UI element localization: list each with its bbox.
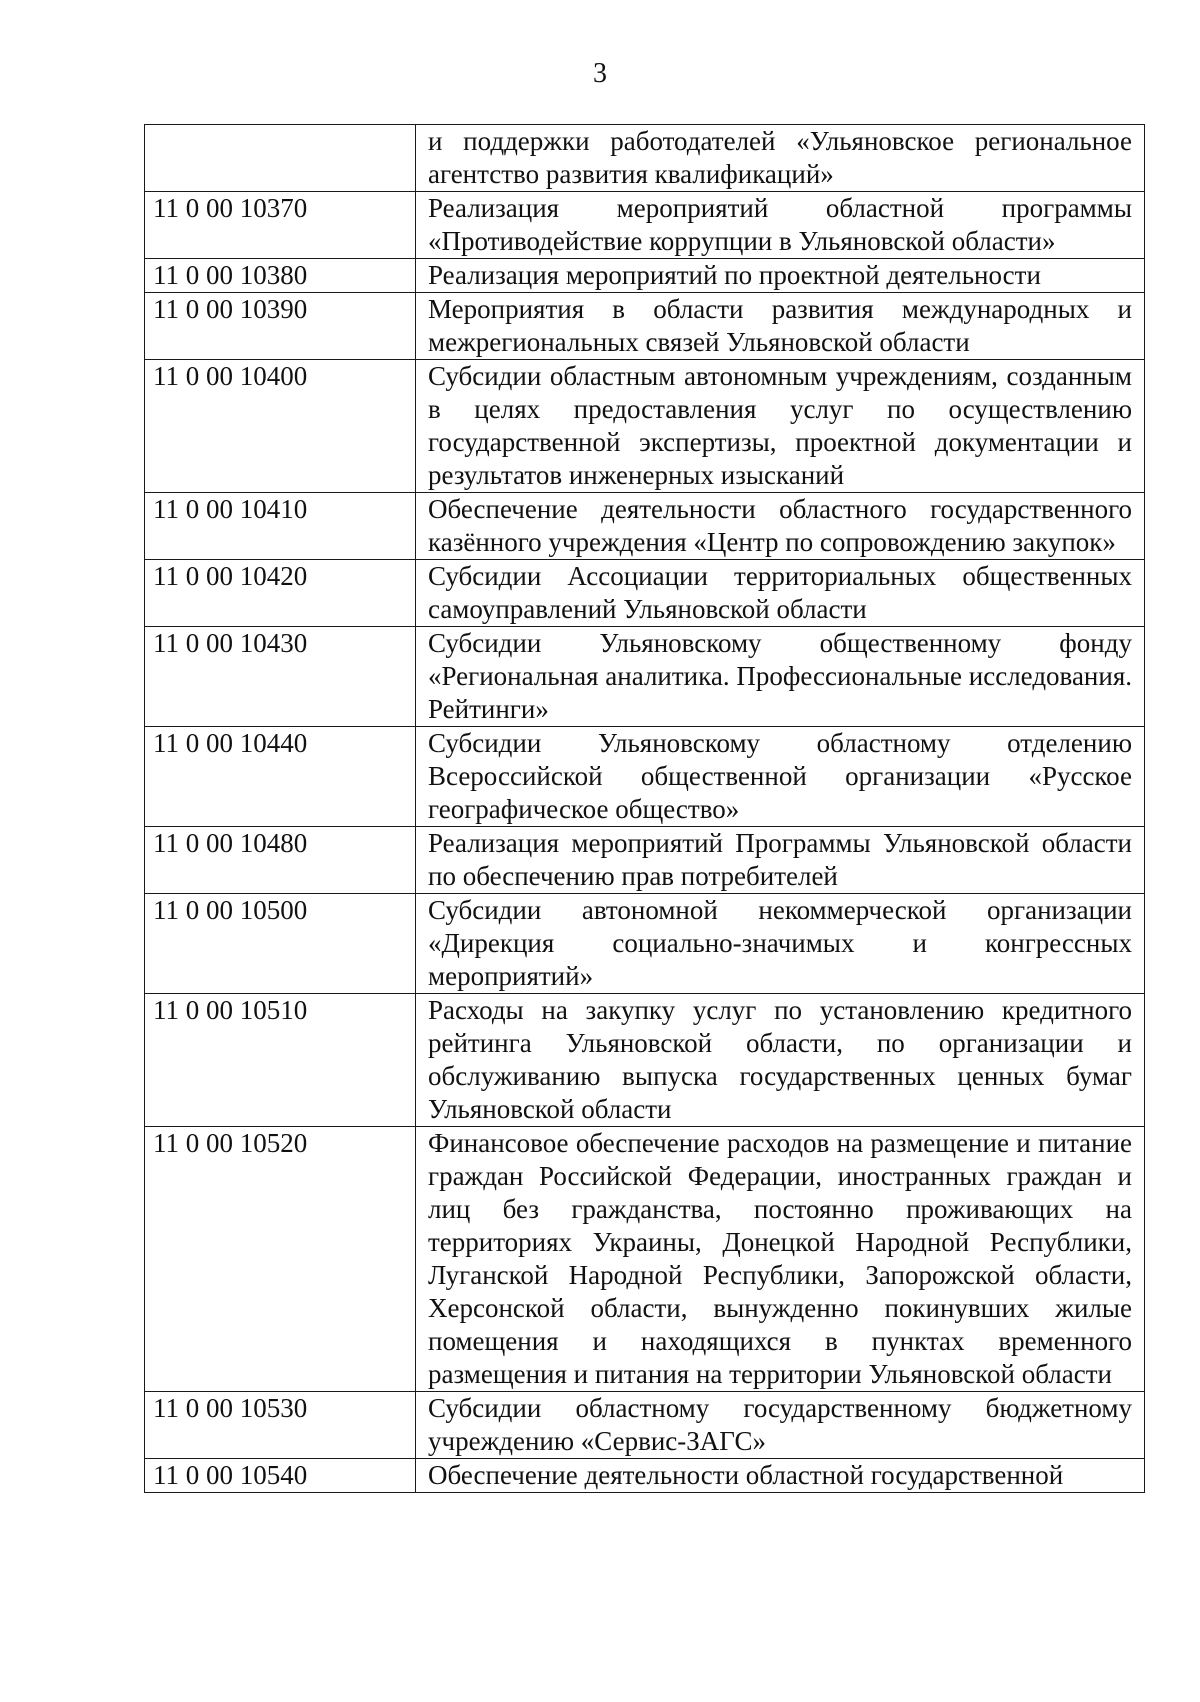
table-row bbox=[145, 192, 1145, 259]
table-row bbox=[145, 827, 1145, 894]
description-cell: Субсидии областному государственному бюджетному учреждению «Сервис-ЗАГС» bbox=[416, 1392, 1145, 1459]
code-cell: 11 0 00 10430 bbox=[145, 627, 416, 727]
code-cell: 11 0 00 10500 bbox=[145, 894, 416, 994]
code-cell: 11 0 00 10380 bbox=[145, 259, 416, 293]
description-cell: Субсидии Ульяновскому областному отделению Всероссийской общественной организации «Русское географическое общество» bbox=[416, 727, 1145, 827]
description-cell: Реализация мероприятий Программы Ульяновской области по обеспечению прав потребителей bbox=[416, 827, 1145, 894]
description-cell: Мероприятия в области развития международных и межрегиональных связей Ульяновской области bbox=[416, 293, 1145, 360]
table-row bbox=[145, 360, 1145, 493]
code-cell: 11 0 00 10520 bbox=[145, 1127, 416, 1392]
description-cell: Финансовое обеспечение расходов на размещение и питание граждан Российской Федерации, иностранных граждан и лиц без гражданства, постоянно проживающих на территориях Украины, Донецкой Народной Республики, Луганской Народной Республики, Запорожской области, Херсонской области, вынужденно покинувших жилые помещения и находящихся в пунктах временного размещения и питания на территории Ульяновской области bbox=[416, 1127, 1145, 1392]
code-cell: 11 0 00 10440 bbox=[145, 727, 416, 827]
table-row bbox=[145, 994, 1145, 1127]
code-cell: 11 0 00 10390 bbox=[145, 293, 416, 360]
code-cell: 11 0 00 10480 bbox=[145, 827, 416, 894]
table-row bbox=[145, 894, 1145, 994]
description-cell: Субсидии Ассоциации территориальных общественных самоуправлений Ульяновской области bbox=[416, 560, 1145, 627]
budget-codes-table bbox=[144, 124, 1145, 1493]
table-row bbox=[145, 259, 1145, 293]
table-row bbox=[145, 293, 1145, 360]
description-cell: Субсидии Ульяновскому общественному фонду «Региональная аналитика. Профессиональные исследования. Рейтинги» bbox=[416, 627, 1145, 727]
description-cell: Реализация мероприятий областной программы «Противодействие коррупции в Ульяновской области» bbox=[416, 192, 1145, 259]
code-cell: 11 0 00 10370 bbox=[145, 192, 416, 259]
code-cell: 11 0 00 10540 bbox=[145, 1459, 416, 1493]
table-row bbox=[145, 560, 1145, 627]
table-row bbox=[145, 1127, 1145, 1392]
table-row bbox=[145, 1392, 1145, 1459]
description-cell: Обеспечение деятельности областной государственной bbox=[416, 1459, 1145, 1493]
description-cell: Субсидии автономной некоммерческой организации «Дирекция социально-значимых и конгрессных мероприятий» bbox=[416, 894, 1145, 994]
page-number: 3 bbox=[593, 58, 607, 89]
table-row bbox=[145, 125, 1145, 192]
table-row bbox=[145, 1459, 1145, 1493]
code-cell: 11 0 00 10530 bbox=[145, 1392, 416, 1459]
code-cell: 11 0 00 10420 bbox=[145, 560, 416, 627]
code-cell: 11 0 00 10410 bbox=[145, 493, 416, 560]
description-cell: Реализация мероприятий по проектной деятельности bbox=[416, 259, 1145, 293]
description-cell: и поддержки работодателей «Ульяновское региональное агентство развития квалификаций» bbox=[416, 125, 1145, 192]
table-row bbox=[145, 727, 1145, 827]
description-cell: Расходы на закупку услуг по установлению кредитного рейтинга Ульяновской области, по организации и обслуживанию выпуска государственных ценных бумаг Ульяновской области bbox=[416, 994, 1145, 1127]
description-cell: Субсидии областным автономным учреждениям, созданным в целях предоставления услуг по осуществлению государственной экспертизы, проектной документации и результатов инженерных изысканий bbox=[416, 360, 1145, 493]
code-cell bbox=[145, 125, 416, 192]
table-row bbox=[145, 493, 1145, 560]
code-cell: 11 0 00 10510 bbox=[145, 994, 416, 1127]
table-row bbox=[145, 627, 1145, 727]
code-cell: 11 0 00 10400 bbox=[145, 360, 416, 493]
description-cell: Обеспечение деятельности областного государственного казённого учреждения «Центр по сопровождению закупок» bbox=[416, 493, 1145, 560]
